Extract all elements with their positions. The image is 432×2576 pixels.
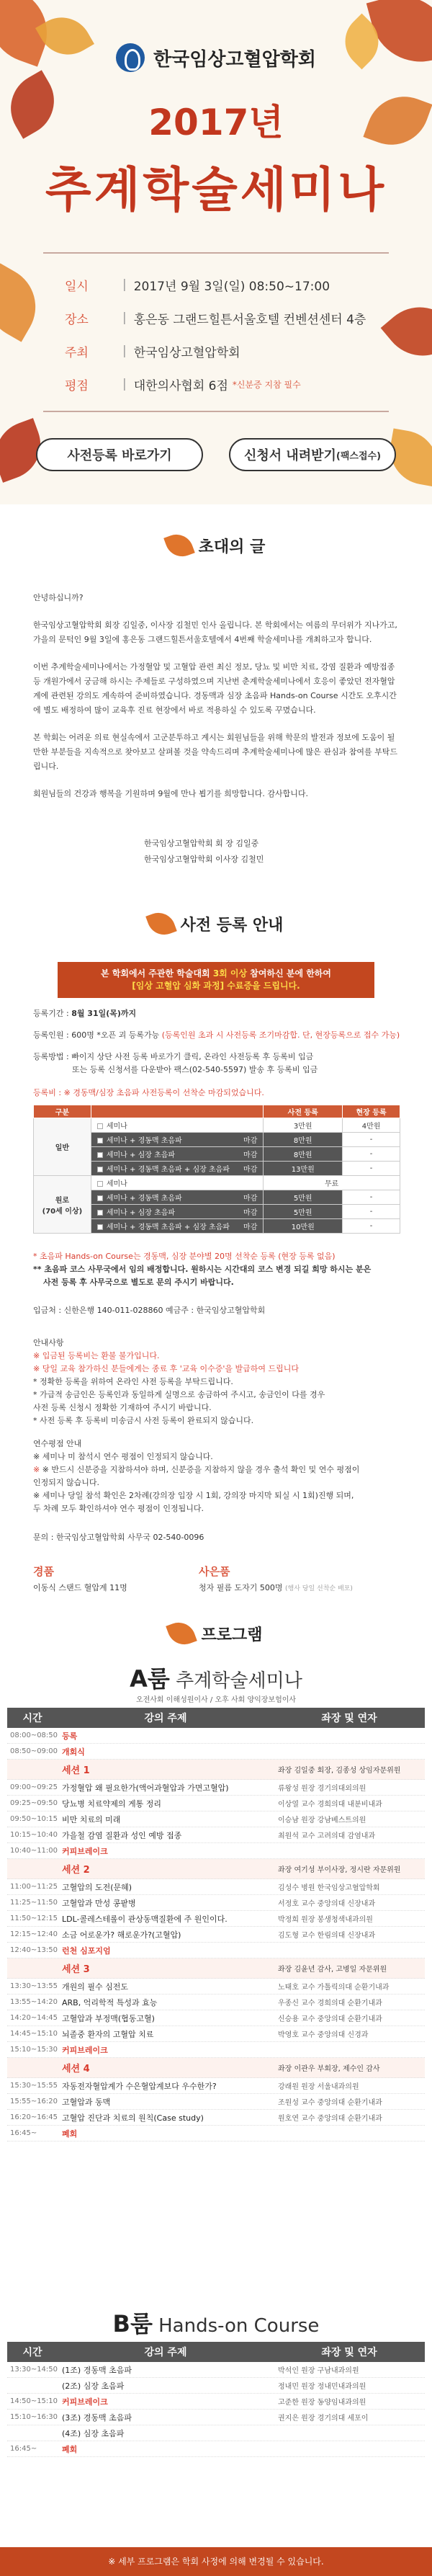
speaker-cell: 박정희 원장 봉생청색내과의원	[278, 1916, 373, 1924]
room-a-hosts: 오전사회 이해성원이사 / 오후 사회 양익장보험이사	[135, 1696, 297, 1704]
checkbox[interactable]	[97, 1195, 103, 1201]
table-row	[7, 1827, 425, 1843]
time-cell: 15:10~15:30	[10, 2046, 58, 2054]
table-row	[7, 2094, 425, 2110]
leaf-icon	[166, 1618, 198, 1649]
table-row	[7, 2042, 425, 2058]
time-cell: 13:30~14:50	[10, 2366, 58, 2374]
table-row: 세미나 + 경동맥 초음파 + 심장 초음파 마감 13만원 -	[34, 1162, 400, 1176]
greeting-text: 안녕하십니까? 한국임상고혈압학회 회장 김일중, 이사장 김철민 인사 올립니다. 본 학회에서는 여름의 무더위가 지나가고, 가을의 문턱인 9월 3일에 홍은동 그랜드힐튼서울호텔에서 4번째 학술세미나를 개최하고자 합니다. 이번 추계학술세미나에서는 가정혈압 및 고혈압 관련 최신 정보, 당뇨 및 비만 치료, 강염 질환과 예방접종 등 개원가에서 궁금해 하시는 주제들로 구성하였으며 지난번 춘계학술세미나에서 호응이 좋았던 전자혈압계에 관련된 강의도 계속하여 준비하였습니다. 경동맥과 심장 초음파 Hands-on Course 시간도 오후시간에 별도 배정하여 많이 교육후 진료 현장에서 바로 적용하실 수 있도록 꾸몄습니다. 본 학회는 어려운 의료 현실속에서 고군분투하고 계시는 회원님들을 위해 학문의 발전과 정보에 도움이 될 만한 부분들을 지속적으로 찾아보고 살펴볼 것을 약속드리며 추계학술세미나에 많은 관심과 참여를 부탁드립니다. 회원님들의 건강과 행복을 기원하며 9월에 만나 뵙기를 희망합니다. 감사합니다.	[33, 593, 398, 798]
table-row: 세미나 + 경동맥 초음파 마감 5만원 -	[34, 1190, 400, 1205]
notices: 안내사항 ※ 입금된 등록비는 환불 불가입니다. ※ 당일 교육 참가하신 분들에게는 종료 후 '교육 이수증'을 발급하여 드립니다 * 정확한 등록을 위하여 온라인 사전 등록을 부탁드립니다. * 가급적 송금인은 등록인과 동일하게 실명으로 송금하여 주시고, 송금인이 다를 경우 사전 등록 신청시 정확한 기재하여 주시기 바랍니다. * 사전 등록 후 등록비 미송금시 사전 등록이 완료되지 않습니다.	[33, 1338, 325, 1425]
topic-cell: 고혈압 진단과 치료의 원칙(Case study)	[62, 2113, 204, 2123]
time-cell: 09:00~09:25	[10, 1783, 58, 1791]
topic-cell: 소금 어로운가? 해로운가?(고혈압)	[62, 1930, 181, 1940]
table-row	[7, 1895, 425, 1911]
time-cell: 12:40~13:50	[10, 1946, 58, 1954]
topic-cell: 뇌졸중 환자의 고혈압 치료	[62, 2029, 154, 2039]
topic-cell: 세션 1	[62, 1765, 90, 1776]
greeting-section-title: 초대의 글	[0, 533, 432, 558]
speaker-cell: 좌장 여기성 부이사장, 정시란 자문위원	[278, 1866, 401, 1874]
program-table-header: 시간 강의 주제 좌장 및 연자	[7, 1708, 425, 1728]
table-row	[7, 2026, 425, 2042]
topic-cell: 폐회	[62, 2444, 78, 2454]
topic-cell: 세션 2	[62, 1865, 90, 1876]
speaker-cell: 좌장 김윤년 감사, 고병일 자문위원	[278, 1966, 387, 1974]
org-name: 한국임상고혈압학회	[153, 48, 317, 71]
speaker-cell: 노태호 교수 가톨릭의대 순환기내과	[278, 1984, 390, 1992]
topic-cell: 가정혈압 왜 필요한가(액어과혈압과 가면고혈압)	[62, 1783, 229, 1793]
fee-notice: 등록비 : ※ 경동맥/심장 초음파 사전등록이 선착순 마감되었습니다.	[33, 1088, 264, 1097]
table-row: 세미나 + 경동맥 초음파 + 심장 초음파 마감 10만원 -	[34, 1219, 400, 1234]
topic-cell: 런천 심포지엄	[62, 1946, 111, 1956]
session-row	[7, 1760, 425, 1780]
checkbox[interactable]	[97, 1181, 103, 1187]
time-cell: 13:30~13:55	[10, 1982, 58, 1990]
program-section-title: 프로그램	[0, 1621, 432, 1646]
table-row	[7, 1995, 425, 2010]
hero-banner	[0, 0, 432, 504]
speaker-cell: 김도형 교수 한림의대 신장내과	[278, 1932, 376, 1940]
time-cell: 15:55~16:20	[10, 2098, 58, 2105]
speaker-cell: 류왕성 원장 경기의대외의원	[278, 1785, 366, 1793]
time-cell: 08:00~08:50	[10, 1732, 58, 1739]
event-year: 2017년	[148, 102, 284, 143]
time-cell: 14:50~15:10	[10, 2397, 58, 2405]
speaker-cell: 김성수 병원 한국임상고혈압학회	[278, 1884, 380, 1892]
table-row: 세미나 + 심장 초음파 마감 5만원 -	[34, 1205, 400, 1219]
room-b-program-table	[7, 2342, 425, 2457]
speaker-cell: 원호연 교수 중앙의대 순환기내과	[278, 2115, 382, 2123]
topic-cell: ARB, 억리학적 특성과 효능	[62, 1997, 158, 2007]
time-cell: 09:25~09:50	[10, 1799, 58, 1807]
certificate-banner: 본 학회에서 주관한 학술대회 3회 이상 참여하신 분에 한하여 [임상 고혈압 심화 과정] 수료증을 드립니다.	[58, 962, 374, 998]
session-row	[7, 1958, 425, 1979]
topic-cell: 고혈압과 만성 콩팥병	[62, 1898, 136, 1908]
table-row	[7, 2078, 425, 2094]
time-cell: 11:50~12:15	[10, 1915, 58, 1922]
checkbox[interactable]	[97, 1167, 103, 1172]
table-row	[7, 2126, 425, 2142]
time-cell: 09:50~10:15	[10, 1815, 58, 1823]
greeting-signature: 한국임상고혈압학회 회 장 김일중 한국임상고혈압학회 이사장 김철민	[144, 839, 264, 864]
society-logo	[116, 43, 145, 72]
gift-text: 청자 필름 도자기 500명 (행사 당일 선착순 배포)	[199, 1583, 353, 1592]
table-row	[7, 1879, 425, 1895]
time-cell: 11:25~11:50	[10, 1899, 58, 1907]
speaker-cell: 정내민 원장 정내민내과의원	[278, 2383, 366, 2391]
leaf-icon	[145, 908, 177, 940]
download-form-button[interactable]: 신청서 내려받기 (팩스접수)	[229, 438, 396, 471]
topic-cell: (2조) 심장 초음파	[62, 2381, 125, 2391]
bank-account: 입금처 : 신한은행 140-011-028860 예금주 : 한국임상고혈압학회	[33, 1306, 266, 1315]
registration-section-title: 사전 등록 안내	[0, 912, 432, 936]
prize-label: 경품	[33, 1565, 54, 1578]
topic-cell: 개원의 필수 심전도	[62, 1982, 129, 1992]
time-cell: 15:30~15:55	[10, 2082, 58, 2090]
speaker-cell: 박석인 원장 구남내과의원	[278, 2367, 359, 2375]
table-row	[7, 2425, 425, 2441]
contact-line: 문의 : 한국임상고혈압학회 사무국 02-540-0096	[33, 1533, 204, 1542]
speaker-cell: 권지은 원장 경기의대 세포이	[278, 2415, 369, 2423]
deadline-line: 등록기간 : 8월 31일(목)까지	[33, 1009, 137, 1018]
info-row-host: 주최 | 한국임상고혈압학회	[65, 344, 240, 360]
topic-cell: 비만 치료의 미래	[62, 1814, 121, 1824]
method-line: 등록방법 : 빠이지 상단 사전 등록 바로가기 클릭, 온라인 사전등록 후 등록비 입금 또는 등록 신청서를 다운받아 팩스(02-540-5597) 발송 후 등록비 입금	[33, 1052, 318, 1074]
session-row	[7, 2058, 425, 2078]
speaker-cell: 서정호 교수 중앙의대 신장내과	[278, 1900, 376, 1908]
time-cell: 14:45~15:10	[10, 2030, 58, 2038]
info-row-date: 일시 | 2017년 9월 3일(일) 08:50~17:00	[65, 277, 330, 294]
time-cell: 11:00~11:25	[10, 1883, 58, 1891]
table-row	[7, 1943, 425, 1958]
topic-cell: 고혈압과 동맥	[62, 2097, 111, 2107]
capacity-line: 등록인원 : 600명 *오픈 괴 등록가능 (등록인원 초과 시 사전등록 조기마감합. 단, 현장등록으로 접수 가능)	[33, 1030, 400, 1040]
table-row	[7, 2010, 425, 2026]
time-cell: 12:15~12:40	[10, 1930, 58, 1938]
speaker-cell: 최원석 교수 고려의대 감염내과	[278, 1832, 376, 1840]
speaker-cell: 강래원 원장 서울내과의원	[278, 2083, 359, 2091]
event-title: 추계학술세미나	[45, 162, 387, 218]
checkbox[interactable]	[97, 1138, 103, 1144]
pre-register-button[interactable]: 사전등록 바로가기	[36, 438, 203, 471]
session-row	[7, 1859, 425, 1879]
time-cell: 15:10~16:30	[10, 2413, 58, 2421]
table-row: 일반 세미나 3만원 4만원	[34, 1118, 400, 1133]
speaker-cell: 좌장 김일중 회장, 김종성 상임자문위원	[278, 1767, 401, 1775]
topic-cell: (1조) 경동맥 초음파	[62, 2365, 132, 2375]
speaker-cell: 이승남 원장 강남베스트의원	[278, 1817, 366, 1824]
room-b-title: B룸 Hands-on Course	[112, 2310, 320, 2337]
checkbox[interactable]	[97, 1224, 103, 1230]
info-row-credit: 평점 | 대한의사협회 6점 *신분증 지참 필수	[65, 377, 301, 393]
speaker-cell: 이상열 교수 경희의대 내분비내과	[278, 1801, 382, 1809]
table-row	[7, 1911, 425, 1927]
table-row	[7, 1927, 425, 1943]
topic-cell: 커피브레이크	[62, 2397, 108, 2407]
speaker-cell: 조원성 교수 중앙의대 순환기내과	[278, 2099, 382, 2107]
footer-notice: ※ 세부 프로그램은 학회 사정에 의해 변경될 수 있습니다.	[0, 2547, 432, 2576]
table-row: 원로 (70세 이상) 세미나 무료	[34, 1176, 400, 1190]
table-row	[7, 1811, 425, 1827]
program-table-header: 시간 강의 주제 좌장 및 연자	[7, 2342, 425, 2362]
hands-on-notes: * 초음파 Hands-on Course는 경동맥, 심장 분야별 20명 선착순 등록 (현장 등록 없음) ** 초음파 코스 사무국에서 임의 배정합니다. 원하시는 시간대의 코스 변경 되길 희망 하시는 분은 사전 등록 후 사무국으로 별도로 문의 주시기 바랍니다.	[33, 1252, 372, 1287]
time-cell: 10:40~11:00	[10, 1847, 58, 1855]
speaker-cell: 좌장 이관우 부회장, 제수인 감사	[278, 2065, 380, 2073]
table-row	[7, 1796, 425, 1811]
speaker-cell: 우종신 교수 경희의대 순환기내과	[278, 2000, 382, 2007]
time-cell: 10:15~10:40	[10, 1831, 58, 1839]
speaker-cell: 고준한 원장 동양임내과의원	[278, 2399, 366, 2407]
time-cell: 08:50~09:00	[10, 1747, 58, 1755]
table-row	[7, 1780, 425, 1796]
table-row: 세미나 + 심장 초음파 마감 8만원 -	[34, 1147, 400, 1162]
topic-cell: 세션 4	[62, 2064, 90, 2074]
credit-notice: 연수평점 안내 ※ 세미나 미 참석시 연수 평점이 인정되지 않습니다. ※ ※ 반드시 신분증을 지참하셔야 하며, 신분증을 지참하지 않을 경우 출석 확인 및 연수 평점이 인정되지 않습니다. ※ 세미나 당일 참석 확인은 2차례(강의장 입장 시 1회, 강의장 마지막 퇴실 시 1회)진행 되며, 두 차례 모두 확인하셔야 연수 평점이 인정됩니다.	[33, 1439, 360, 1513]
topic-cell: (4조) 심장 초음파	[62, 2428, 125, 2438]
checkbox[interactable]	[97, 1210, 103, 1216]
table-row	[7, 1728, 425, 1744]
topic-cell: 세션 3	[62, 1964, 90, 1975]
table-row	[7, 2410, 425, 2425]
topic-cell: 개회식	[62, 1747, 85, 1757]
topic-cell: 고혈압과 부정맥(협동고혈)	[62, 2013, 155, 2023]
table-row	[7, 1843, 425, 1859]
room-a-program-table	[7, 1708, 425, 2142]
topic-cell: 고혈압의 도전(문혜)	[62, 1882, 132, 1892]
room-a-title: A룸 추계학술세미나	[130, 1665, 302, 1693]
time-cell: 13:55~14:20	[10, 1998, 58, 2006]
checkbox[interactable]	[97, 1123, 103, 1129]
topic-cell: 커피브레이크	[62, 2045, 108, 2055]
topic-cell: 가을철 감염 질환과 성인 예방 접종	[62, 1830, 182, 1840]
fee-table: 구분 사전 등록 현장 등록 일반 세미나 3만원 4만원 세미나 + 경동맥 초음파 마감 8만원 - 세미나 + 심장 초음파 마감 8만원 - 세미나 + 경동맥 초음파 + 심장 초음파 마감 13만원 - 원로 (70세 이상) 세미나 무료 세미나 + 경동맥 초음파 마감 5만원 - 세미나 + 심장 초음파 마감 5만원 - 세미나 + 경동맥 초음파 + 심장 초음파 마감 10만원 -	[33, 1105, 400, 1234]
time-cell: 14:20~14:45	[10, 2014, 58, 2022]
time-cell: 16:45~	[10, 2445, 37, 2453]
topic-cell: (3조) 경동맥 초음파	[62, 2412, 132, 2423]
topic-cell: 폐회	[62, 2129, 78, 2139]
info-row-venue: 장소 | 홍은동 그랜드힐튼서울호텔 컨벤션센터 4층	[65, 311, 366, 327]
table-row	[7, 2441, 425, 2457]
leaf-icon	[163, 530, 195, 561]
table-row: 세미나 + 경동맥 초음파 마감 8만원 -	[34, 1133, 400, 1147]
table-row	[7, 2394, 425, 2410]
prize-text: 이동식 스탠드 혈압계 11명	[33, 1583, 127, 1592]
speaker-cell: 신승용 교수 중앙의대 순환기내과	[278, 2015, 382, 2023]
topic-cell: LDL-콜레스테롤이 관상동맥질환에 주 원인이다.	[62, 1914, 228, 1924]
topic-cell: 등록	[62, 1731, 78, 1741]
checkbox[interactable]	[97, 1152, 103, 1158]
time-cell: 16:20~16:45	[10, 2113, 58, 2121]
speaker-cell: 박영호 교수 중앙의대 신경과	[278, 2031, 369, 2039]
event-info-box	[43, 252, 389, 412]
table-row	[7, 2378, 425, 2394]
table-row	[7, 2362, 425, 2378]
table-row	[7, 1744, 425, 1760]
table-row	[7, 1979, 425, 1995]
topic-cell: 커피브레이크	[62, 1846, 108, 1856]
gift-label: 사은품	[199, 1565, 230, 1578]
topic-cell: 자동전자혈압계가 수은혈압계보다 우수한가?	[62, 2081, 217, 2091]
time-cell: 16:45~	[10, 2129, 37, 2137]
topic-cell: 당뇨병 치료약제의 게통 정리	[62, 1799, 162, 1809]
table-row	[7, 2110, 425, 2126]
